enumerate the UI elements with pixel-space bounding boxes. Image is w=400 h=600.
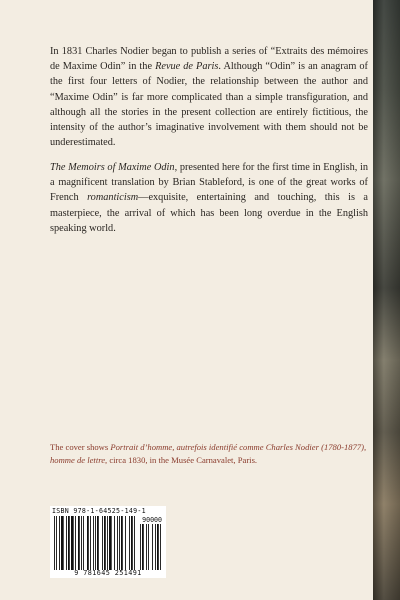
blurb-2-text-a: , presented here for the first time in English, in a magnificent translation by Brian Stableford, is one of the great works of French [50, 162, 368, 204]
romanticism-term: romanticism [87, 192, 139, 204]
cover-caption [50, 441, 368, 467]
cover-painting-edge [373, 0, 400, 600]
barcode-digits: 9 781645 251491 [74, 569, 142, 577]
barcode-bars-addon [140, 524, 163, 570]
caption-artwork-title: Portrait d’homme, autrefois identifié comme Charles Nodier (1780-1877), homme de lettre [50, 442, 367, 465]
blurb-1-text-b: . Although “Odin” is an anagram of the first four letters of Nodier, the relationship between the author and “Maxime Odin” is far more complicated than a simple transfiguration, and although all the stories in the present collection are entirely fictitious, the intensity of the author’s imaginative involvement with them should not be underestimated. [50, 61, 368, 149]
caption-text-b: , circa 1830, in the Musée Carnavalet, Paris. [105, 455, 258, 465]
barcode-bars-main [54, 516, 136, 570]
blurb-1-text-a: In 1831 Charles Nodier began to publish a series of “Extraits des mémoires de Maxime Odin” in the [50, 46, 368, 73]
caption-text-a: The cover shows [50, 442, 111, 452]
isbn-barcode [50, 506, 166, 578]
blurb-2-text-b: —exquisite, entertaining and touching, this is a masterpiece, the arrival of which has been long overdue in the English speaking world. [50, 192, 368, 234]
blurb-paragraph-2 [50, 160, 368, 236]
price-code: 90000 [142, 516, 162, 524]
isbn-label: ISBN 978-1-64525-149-1 [52, 507, 146, 515]
blurb-paragraph-1 [50, 44, 368, 150]
book-title: The Memoirs of Maxime Odin [50, 162, 175, 173]
journal-title: Revue de Paris [155, 61, 219, 73]
